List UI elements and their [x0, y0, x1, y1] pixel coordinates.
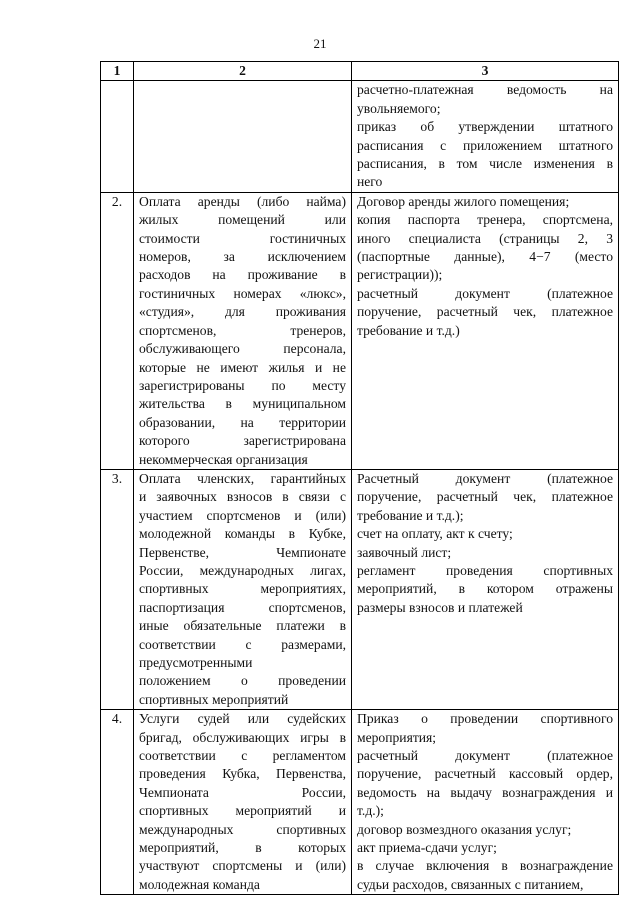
- description-line: соответствии с регламентом: [139, 748, 346, 764]
- description-line: номеров, за исключением: [139, 249, 346, 265]
- document-line: расписания с приложением штатного: [357, 137, 613, 153]
- description-line: образовании, на территории: [139, 414, 346, 430]
- document-item: [357, 562, 613, 617]
- document-line: размеры взносов и платежей: [357, 599, 523, 615]
- document-line: поручение, расчетный чек, платежное: [357, 489, 613, 505]
- document-line: судьи расходов, связанных с питанием,: [357, 876, 584, 892]
- table-row: [101, 469, 619, 709]
- documents-cell: [352, 192, 619, 469]
- description-line: международных спортивных: [139, 821, 346, 837]
- documents-cell: [352, 710, 619, 895]
- document-line: расчетно-платежная ведомость на: [357, 82, 613, 98]
- row-number: 4.: [101, 710, 134, 895]
- document-line: регламент проведения спортивных: [357, 562, 613, 578]
- document-item: [357, 525, 613, 543]
- document-line: требование и т.д.);: [357, 507, 464, 523]
- document-line: в случае включения в вознаграждение: [357, 858, 613, 874]
- document-item: [357, 211, 613, 285]
- document-line: расчетный документ (платежное: [357, 285, 613, 301]
- description-line: России, международных лигах,: [139, 562, 346, 578]
- page-number: 21: [313, 36, 327, 51]
- description-line: Услуги судей или судейских: [139, 711, 346, 727]
- document-line: мероприятия;: [357, 729, 437, 745]
- document-line: т.д.);: [357, 803, 384, 819]
- document-item: [357, 285, 613, 340]
- column-header-3: 3: [352, 62, 619, 81]
- row-number: [101, 81, 134, 192]
- description-line: которые не имеют жилья и не: [139, 359, 346, 375]
- document-line: требование и т.д.): [357, 322, 460, 338]
- document-item: [357, 81, 613, 118]
- description-line: и заявочных взносов в связи с: [139, 489, 346, 505]
- description-line: Оплата аренды (либо найма): [139, 193, 346, 209]
- description-line: мероприятий, в которых: [139, 840, 346, 856]
- description-line: участвуют спортсмены и (или): [139, 858, 346, 874]
- description-line: некоммерческая организация: [139, 451, 308, 467]
- document-item: [357, 193, 613, 211]
- description-line: положением о проведении: [139, 673, 346, 689]
- table-header-row: [101, 62, 619, 81]
- document-line: регистрации));: [357, 267, 443, 283]
- description-line: спортивных мероприятий и: [139, 803, 346, 819]
- row-number: 2.: [101, 192, 134, 469]
- description-line: гостиничных номерах «люкс»,: [139, 285, 346, 301]
- table-row: [101, 81, 619, 192]
- document-line: (паспортные данные), 4−7 (место: [357, 249, 613, 265]
- document-line: расписания, в том числе изменения в: [357, 156, 613, 172]
- description-line: зарегистрированы по месту: [139, 377, 346, 393]
- description-line: участием спортсменов и (или): [139, 507, 346, 523]
- document-line: расчетный документ (платежное: [357, 748, 613, 764]
- document-item: [357, 857, 613, 894]
- document-table: [100, 61, 619, 895]
- description-line: расходов на проживание в: [139, 267, 346, 283]
- documents-cell: [352, 81, 619, 192]
- document-item: [357, 747, 613, 821]
- column-header-2: 2: [134, 62, 352, 81]
- description-line: Первенстве, Чемпионате: [139, 544, 346, 560]
- description-line: которого зарегистрирована: [139, 433, 346, 449]
- documents-cell: [352, 469, 619, 709]
- description-line: спортивных мероприятиях,: [139, 581, 346, 597]
- document-line: Договор аренды жилого помещения;: [357, 193, 570, 209]
- document-line: счет на оплату, акт к счету;: [357, 526, 513, 542]
- description-line: предусмотренными: [139, 655, 253, 670]
- description-line: паспортизация спортсменов,: [139, 599, 346, 615]
- document-item: [357, 118, 613, 192]
- document-item: [357, 821, 613, 839]
- document-line: акт приема-сдачи услуг;: [357, 840, 497, 856]
- document-line: иного специалиста (страницы 2, 3: [357, 230, 613, 246]
- expense-description-cell: [134, 192, 352, 469]
- document-line: увольняемого;: [357, 100, 441, 116]
- document-line: поручение, расчетный кассовый ордер,: [357, 766, 613, 782]
- description-line: бригад, обслуживающих игры в: [139, 729, 346, 745]
- description-line: обслуживающего персонала,: [139, 341, 346, 357]
- description-line: проведения Кубка, Первенства,: [139, 766, 346, 782]
- description-line: стоимости гостиничных: [139, 230, 346, 246]
- document-item: [357, 710, 613, 747]
- document-line: поручение, расчетный чек, платежное: [357, 304, 613, 320]
- description-line: соответствии с размерами,: [139, 636, 346, 652]
- document-line: мероприятий, в котором отражены: [357, 581, 613, 597]
- document-line: Расчетный документ (платежное: [357, 470, 613, 486]
- column-header-1: 1: [101, 62, 134, 81]
- row-number: 3.: [101, 469, 134, 709]
- description-line: молодежная команда: [139, 876, 260, 892]
- document-line: приказ об утверждении штатного: [357, 119, 613, 135]
- description-line: жилых помещений или: [139, 212, 346, 228]
- table-row: [101, 192, 619, 469]
- document-line: договор возмездного оказания услуг;: [357, 821, 572, 837]
- document-line: него: [357, 174, 383, 190]
- document-line: ведомость на выдачу вознаграждения и: [357, 784, 613, 800]
- document-item: [357, 839, 613, 857]
- description-line: иные обязательные платежи в: [139, 618, 346, 634]
- document-line: заявочный лист;: [357, 544, 452, 560]
- expense-description-cell: [134, 469, 352, 709]
- table-row: [101, 710, 619, 895]
- description-line: спортивных мероприятий: [139, 691, 289, 707]
- description-line: жительства в муниципальном: [139, 396, 346, 412]
- document-item: [357, 470, 613, 525]
- document-item: [357, 544, 613, 562]
- expense-description-cell: [134, 710, 352, 895]
- description-line: молодежной команды в Кубке,: [139, 526, 346, 542]
- table-body: [101, 81, 619, 895]
- expense-description-cell: [134, 81, 352, 192]
- document-line: копия паспорта тренера, спортсмена,: [357, 212, 613, 228]
- description-line: Оплата членских, гарантийных: [139, 470, 346, 486]
- description-line: спортсменов, тренеров,: [139, 322, 346, 338]
- description-line: Чемпионата России,: [139, 784, 346, 800]
- document-line: Приказ о проведении спортивного: [357, 711, 613, 727]
- description-line: «студия», для проживания: [139, 304, 346, 320]
